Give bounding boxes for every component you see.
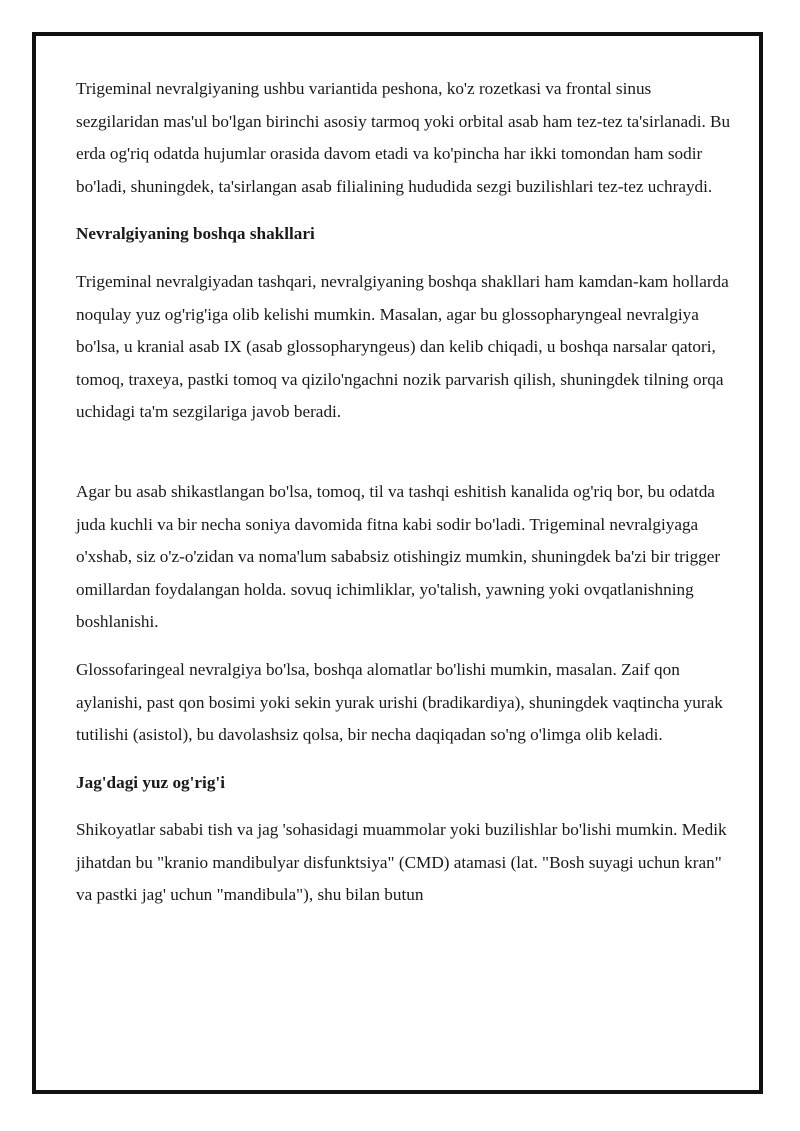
paragraph-glossopharyngeal: Trigeminal nevralgiyadan tashqari, nevralgiyaning boshqa shakllari ham kamdan-kam hollarda noqulay yuz og'rig'iga olib kelishi mumkin. Masalan, agar bu glossopharyngeal nevralgiya bo'lsa, u kranial asab IX (asab glossopharyngeus) dan kelib chiqadi, u boshqa narsalar qatori, tomoq, traxeya, pastki tomoq va qizilo'ngachni nozik parvarish qilish, shuningdek tilning orqa uchidagi ta'm sezgilariga javob beradi.: [76, 271, 729, 422]
heading-jaw-facial-pain: Jag'dagi yuz og'rig'i: [76, 772, 225, 792]
paragraph-nerve-damage: Agar bu asab shikastlangan bo'lsa, tomoq, til va tashqi eshitish kanalida og'riq bor, bu odatda juda kuchli va bir necha soniya davomida fitna kabi sodir bo'ladi. Trigeminal nevralgiyaga o'xshab, siz o'z-o'zidan va noma'lum sababsiz otishingiz mumkin, shuningdek ba'zi bir trigger omillardan foydalangan holda. sovuq ichimliklar, yo'talish, yawning yoki ovqatlanishning boshlanishi.: [76, 481, 721, 632]
paragraph-orbital-nerve: Trigeminal nevralgiyaning ushbu variantida peshona, ko'z rozetkasi va frontal sinus sezgilaridan mas'ul bo'lgan birinchi asosiy tarmoq yoki orbital asab ham tez-tez ta'sirlanadi. Bu erda og'riq odatda hujumlar orasida davom etadi va ko'pincha har ikki tomondan ham sodir bo'ladi, shuningdek, ta'sirlangan asab filialining hududida sezgi buzilishlari tez-tez uchraydi.: [76, 79, 731, 196]
paragraph-other-symptoms: Glossofaringeal nevralgiya bo'lsa, boshqa alomatlar bo'lishi mumkin, masalan. Zaif qon aylanishi, past qon bosimi yoki sekin yurak urishi (bradikardiya), shuningdek vaqtincha yurak tutilishi (asistol), bu davolashsiz qolsa, bir necha daqiqadan so'ng o'limga olib keladi.: [76, 659, 723, 745]
paragraph-cmd: Shikoyatlar sababi tish va jag 'sohasidagi muammolar yoki buzilishlar bo'lishi mumkin. Medik jihatdan bu "kranio mandibulyar disfunktsiya" (CMD) atamasi (lat. "Bosh suyagi uchun kran" va pastki jag' uchun "mandibula"), shu bilan butun: [76, 820, 727, 905]
heading-other-neuralgia-forms: Nevralgiyaning boshqa shakllari: [76, 224, 315, 244]
document-body: [76, 73, 732, 912]
